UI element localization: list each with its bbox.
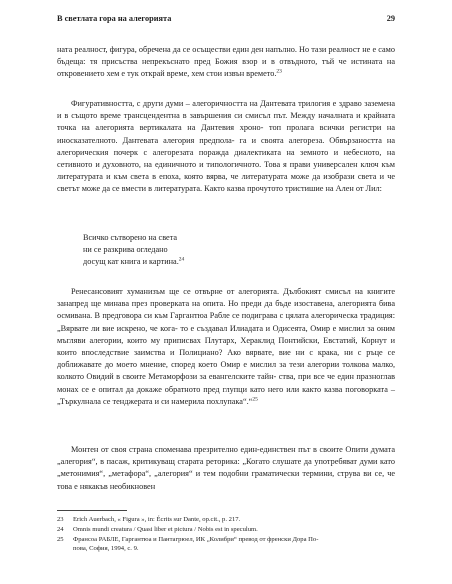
paragraph-line: Ренесансовият хуманизъм ще се отвърне от алегорията. Дълбокият смисъл xyxy=(71,287,351,296)
paragraph-line: отвъдното, тъй че истината на откровението хем е тук открай време, хем стои xyxy=(57,57,395,79)
footnote-number: 25 xyxy=(57,536,64,543)
paragraph-line: Между началната и крайната точка на алегорията вертикалата на Дантевия хроно- xyxy=(57,111,396,133)
verse-line: Всичко сътворено на света xyxy=(83,233,178,242)
footnote-text: пова, София, 1994, с. 9. xyxy=(73,545,139,552)
paragraph-line: и към света в епоха, която вярва, че литературата може да изобрази света и че xyxy=(106,172,396,182)
paragraph-line: светът може да се вмести в литературата. Както казва прочутото тристишие на xyxy=(57,184,334,194)
paragraph-line: които му приписвах Плутарх, Хераклид Понтийски, Евстатий, Корнут и които xyxy=(57,335,396,358)
footnote-divider xyxy=(57,510,127,511)
footnote-text: Omnis mundi creatura / Quasi liber et pictura / Nobis est in speculum. xyxy=(73,526,258,533)
paragraph-line: Монтен от своя страна споменава презрително един-единствен път в своите xyxy=(71,445,343,454)
running-title: В светлата гора на алегорията xyxy=(57,14,172,23)
paragraph-4 xyxy=(57,444,395,493)
paragraph-line: га и своята алегореза. Обвързаността на алегорическия почерк с алегорезата xyxy=(57,135,395,157)
footnote-text: Erich Auerbach, « Figura », in: Écrits sur Dante, op.cit., p. 217. xyxy=(73,516,241,523)
paragraph-line: се доближавате до моето мнение, според което Омир е мислил за тези алегории xyxy=(57,348,396,370)
footnote-text: Франсоа РАБЛЕ, Гаргантюа и Пантагрюел, ИК „Колибри“ превод от френски Дора По- xyxy=(73,536,319,543)
paragraph-line: извън времето. xyxy=(224,69,277,79)
footnote-ref-25: 25 xyxy=(252,396,258,403)
paragraph-line: слушате да употребяват думи като „метонимия“, „метафора“, „алегория“ и тем xyxy=(57,457,396,479)
verse-line: ни се разкрива огледано xyxy=(83,245,168,255)
paragraph-line: Опити думата „алегория“, в пасаж, критикуващ старата реторика: „Когато xyxy=(57,445,395,467)
paragraph-line: впоследствие заимства и Полициано? Ако вярвате, вие ни с крака, ни с ръце xyxy=(81,348,383,358)
footnote-number: 24 xyxy=(57,526,64,533)
paragraph-line: подобни граматически термини, струва ви се, че това е някакъв необикновен xyxy=(57,469,396,491)
page-number: 29 xyxy=(386,14,395,23)
footnote-ref-24: 24 xyxy=(178,256,185,263)
paragraph-line: топ пролага всички регистри на иносказателното. Дантевата алегория предпола- xyxy=(57,123,396,145)
paragraph-line: изоставена, алегорията бива осмивана. В предговора си към Гаргантюа Рабле xyxy=(57,299,396,321)
footnote-ref-23: 23 xyxy=(276,68,282,75)
paragraph-line: ната реалност, фигура, обречена да се осъществи един ден напълно. Но тази xyxy=(57,45,327,54)
paragraph-2 xyxy=(57,98,395,196)
paragraph-line: на книгите занапред ще минава през проверката на опита. Но преди да бъде xyxy=(57,287,395,309)
paragraph-line: толкова малко, колкото Овидий в своите Метаморфози за евангелските тайн- xyxy=(57,360,396,382)
paragraph-line: единичното и типологичното. Това я прави универсален ключ към литературата xyxy=(57,160,396,182)
verse-quote xyxy=(83,232,383,269)
paragraph-line: реалност не е само бъдеща: тя присъства непрекъснато пред Божия взор и в xyxy=(57,45,396,67)
paragraph-line: се подиграва с цялата алегорическа традиция: „Вярвате ли вие искрено, че кога- xyxy=(57,311,395,333)
paragraph-line: ства, при все че един празноглав монах се е опитал да докаже обратното пред xyxy=(57,372,395,394)
paragraph-line: то е създавал Илиадата и Одисеята, Омир е мислил за оним мъгляви алегории, xyxy=(57,323,395,345)
paragraph-3 xyxy=(57,286,395,408)
verse-line-last: досущ кат книга и картина.$^{24}$ xyxy=(83,256,185,267)
paragraph-line: глупци като него или както казва поговорката – „Търкулнала се тенджерата и си xyxy=(57,384,395,406)
paragraph-line: Фигуративността, с други думи – алегоричността на Дантевата трилогия е xyxy=(71,99,337,108)
paragraph-1 xyxy=(57,44,395,81)
running-header xyxy=(57,14,395,28)
paragraph-line: намерила похлупака“.“ xyxy=(171,396,253,406)
footnote-number: 23 xyxy=(57,516,64,523)
paragraph-line: поражда диалектиката на земното и небесното, на сетивното и духовното, на xyxy=(57,147,395,170)
paragraph-line: здраво заземена и в същото време трансцендентна в завършения си смисъл път. xyxy=(57,99,396,121)
paragraph-line: Ален от Лил: xyxy=(335,184,382,194)
